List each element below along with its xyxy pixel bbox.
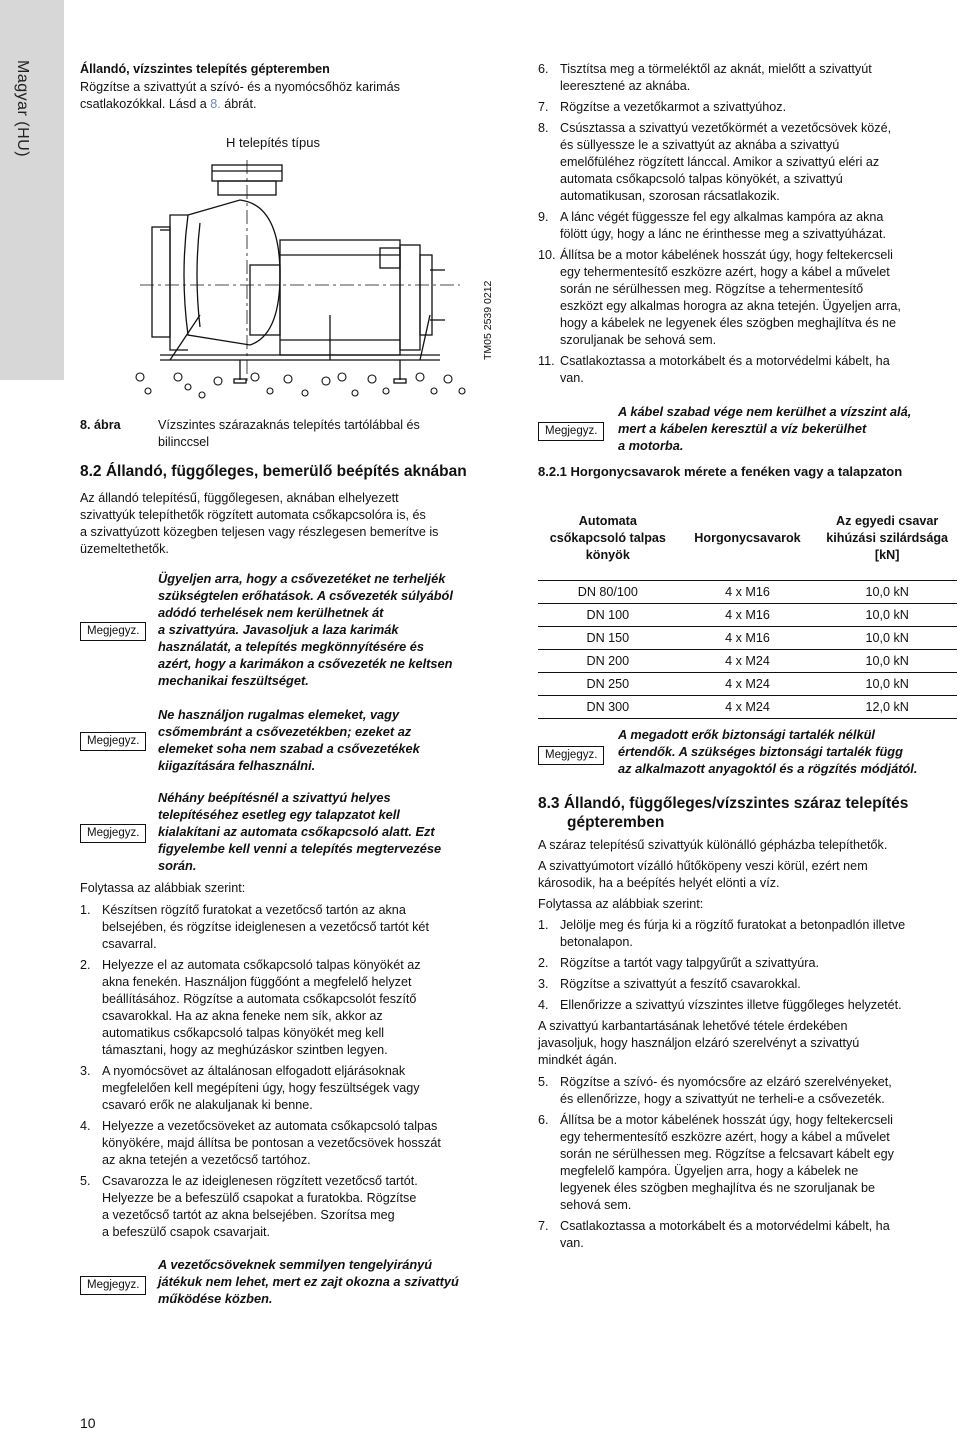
intro-line-2: csatlakozókkal. Lásd a 8. ábrát.: [80, 97, 257, 111]
section-8-2-paragraph: Az állandó telepítésű, függőlegesen, aknában elhelyezett szivattyúk telepíthetők rögzített automata csőkapcsolóra is, és a szivattyúzott közegben teljesen vagy részlegesen bemerítve is üzemeltethetők.: [80, 491, 439, 556]
section-8-3-heading: 8.3 Állandó, függőleges/vízszintes száraz telepítés gépteremben: [538, 795, 909, 831]
step-item: 4. Ellenőrizze a szivattyú vízszintes illetve függőleges helyzetét.: [538, 998, 902, 1012]
table-row: DN 250 4 x M24 10,0 kN: [538, 673, 957, 696]
note-label: Megjegyz.: [80, 824, 146, 843]
step-item: 1. Készítsen rögzítő furatokat a vezetőcső tartón az akna belsejében, és rögzítse ideiglenesen a vezetőcső tartót két csavarral.: [80, 903, 429, 951]
table-row: DN 80/100 4 x M16 10,0 kN: [538, 581, 957, 604]
maintenance-paragraph: A szivattyú karbantartásának lehetővé tétele érdekében javasoljuk, hogy használjon elzáró szerelvényt a szivattyú mindkét ágán.: [538, 1019, 860, 1067]
table-row: DN 100 4 x M16 10,0 kN: [538, 604, 957, 627]
step-item: 11. Csatlakoztassa a motorkábelt és a motorvédelmi kábelt, ha van.: [538, 354, 890, 385]
note-5-text: A kábel szabad vége nem kerülhet a vízszint alá, mert a kábelen keresztül a víz bekerülhet a motorba.: [618, 404, 912, 453]
note-label: Megjegyz.: [538, 746, 604, 765]
note-label: Megjegyz.: [538, 422, 604, 441]
step-item: 2. Helyezze el az automata csőkapcsoló talpas könyökét az akna fenekén. Használjon függőónt a megfelelő helyzet beállításához. Rögzítse a automata csőkapcsolót feszítő csavarokkal. Ha az akna feneke nem sík, akkor az automatikus csőkapcsoló talpas könyökét meg kell támasztani, hogy az meghúzáskor szintben legyen.: [80, 958, 421, 1057]
step-item: 3. Rögzítse a szivattyút a feszítő csavarokkal.: [538, 977, 801, 991]
note-label: Megjegyz.: [80, 622, 146, 641]
step-item: 7. Csatlakoztassa a motorkábelt és a motorvédelmi kábelt, ha van.: [538, 1219, 890, 1250]
figure-title: H telepítés típus: [226, 135, 320, 150]
note-3-text: Néhány beépítésnél a szivattyú helyes telepítéséhez esetleg egy talapzatot kell kialakítani az automata csőkapcsoló alatt. Ezt figyelembe kell venni a telepítés megtervezése során.: [158, 790, 442, 873]
subsection-8-2-1-heading: 8.2.1 Horgonycsavarok mérete a fenéken vagy a talapzaton: [538, 464, 903, 479]
intro-title: Állandó, vízszintes telepítés gépteremben: [80, 62, 330, 76]
table-row: DN 300 4 x M24 12,0 kN: [538, 696, 957, 719]
step-item: 1. Jelölje meg és fúrja ki a rögzítő furatokat a betonpadlón illetve betonalapon.: [538, 918, 906, 949]
steps-right-c: [538, 1074, 958, 1256]
note-label: Megjegyz.: [80, 1276, 146, 1295]
step-item: 7. Rögzítse a vezetőkarmot a szivattyúhoz.: [538, 100, 787, 114]
step-item: 6. Tisztítsa meg a törmeléktől az aknát, mielőtt a szivattyút leeresztené az aknába.: [538, 62, 872, 93]
figure-label: 8. ábra: [80, 418, 121, 432]
steps-right-b: [538, 917, 958, 1018]
note-label: Megjegyz.: [80, 732, 146, 751]
steps-right-a: [538, 61, 958, 391]
figure-caption-1: Vízszintes szárazaknás telepítés tartólábbal és: [158, 418, 420, 432]
step-item: 4. Helyezze a vezetőcsöveket az automata csőkapcsoló talpas könyökére, majd állítsa be pontosan a vezetőcsövek hosszát az akna tetején a vezetőcső tartóhoz.: [80, 1119, 441, 1167]
figure-code: TM05 2539 0212: [482, 280, 494, 360]
section-8-2-heading: 8.2 Állandó, függőleges, bemerülő beépítés aknában: [80, 463, 467, 480]
table-header-row: [538, 496, 957, 581]
step-item: 8. Csúsztassa a szivattyú vezetőkörmét a vezetőcsövek közé, és süllyessze le a szivattyút az aknába a szivattyú emelőfüléhez rögzített lánccal. Amikor a szivattyú eléri az automata csőkapcsoló talpas könyökét, a szivattyú automatikusan, szorosan rácsatlakozik.: [538, 121, 892, 203]
figure-link[interactable]: 8.: [210, 97, 221, 111]
language-tab-label: Magyar (HU): [14, 60, 31, 158]
table-header-cell: Horgonycsavarok: [678, 496, 818, 581]
section-8-3-body: A száraz telepítésű szivattyúk különálló gépházba telepíthetők. A szivattyúmotort vízálló hűtőköpeny veszi körül, ezért nem károsodik, ha a beépítés helyét elönti a víz. Folytassa az alábbiak szerint:: [538, 838, 888, 911]
step-item: 5. Rögzítse a szívó- és nyomócsőre az elzáró szerelvényeket, és ellenőrizze, hogy a szivattyút ne terheli-e a csővezeték.: [538, 1075, 892, 1106]
table-header-cell: Automata csőkapcsoló talpas könyök: [538, 496, 678, 581]
continue-text: Folytassa az alábbiak szerint:: [80, 881, 246, 895]
language-tab: [0, 0, 64, 380]
step-item: 3. A nyomócsövet az általánosan elfogadott eljárásoknak megfelelően kell megépíteni úgy, hogy feszültségek vagy csavaró erők ne alakuljanak ki benne.: [80, 1064, 420, 1112]
note-2-text: Ne használjon rugalmas elemeket, vagy csőmembránt a csővezetékben; ezeket az elemeket soha nem szabad a csővezetékek kiigazítására felhasználni.: [158, 707, 420, 773]
intro-line-1: Rögzítse a szivattyút a szívó- és a nyomócsőhöz karimás: [80, 80, 400, 94]
steps-left: [80, 902, 490, 1245]
step-item: 9. A lánc végét függessze fel egy alkalmas kampóra az akna fölött úgy, hogy a lánc ne érinthesse meg a szivattyúházat.: [538, 210, 886, 241]
table-header-cell: Az egyedi csavar kihúzási szilárdsága [kN]: [817, 496, 957, 581]
note-1-text: Ügyeljen arra, hogy a csővezetéket ne terheljék szükségtelen erőhatások. A csővezeték súlyából adódó terhelések nem kerülhetnek át a szivattyúra. Javasoljuk a laza karimák használatát, a telepítés megkönnyítésére és azért, hogy a karimákon a csővezeték ne keltsen mechanikai feszültséget.: [158, 571, 453, 688]
pump-installation-figure: [130, 155, 475, 405]
note-4-text: A vezetőcsöveknek semmilyen tengelyirányú játékuk nem lehet, mert ez zajt okozna a szivattyú működése közben.: [158, 1257, 459, 1306]
anchor-bolt-table: [538, 496, 957, 719]
table-row: DN 150 4 x M16 10,0 kN: [538, 627, 957, 650]
step-item: 10. Állítsa be a motor kábelének hosszát úgy, hogy feltekercseli egy tehermentesítő eszközre azért, hogy a kábel a művelet során ne sérülhessen meg. Rögzítse a tehermentesítő eszközt egy alkalmas horogra az akna tetején. Ügyeljen arra, hogy a kábelek ne legyenek éles szögben meghajlítva és ne szoruljanak be sehová sem.: [538, 248, 901, 347]
step-item: 5. Csavarozza le az ideiglenesen rögzített vezetőcső tartót. Helyezze be a befeszülő csapokat a furatokba. Rögzítse a vezetőcső tartót az akna belsejében. Szorítsa meg a befeszülő csapok csavarjait.: [80, 1174, 418, 1239]
table-row: DN 200 4 x M24 10,0 kN: [538, 650, 957, 673]
page-number: 10: [80, 1415, 96, 1431]
step-item: 6. Állítsa be a motor kábelének hosszát úgy, hogy feltekercseli egy tehermentesítő eszközre azért, hogy a kábel a művelet során ne sérülhessen meg. Rögzítse a felcsavart kábelt egy megfelelő kampóra. Ügyeljen arra, hogy a kábelek ne legyenek éles szögben meghajlítva és ne szoruljanak be sehová sem.: [538, 1113, 894, 1212]
note-6-text: A megadott erők biztonsági tartalék nélkül értendők. A szükséges biztonsági tartalék függ az alkalmazott anyagoktól és a rögzítés módjától.: [618, 727, 918, 776]
figure-caption-2: bilinccsel: [158, 435, 210, 449]
step-item: 2. Rögzítse a tartót vagy talpgyűrűt a szivattyúra.: [538, 956, 819, 970]
